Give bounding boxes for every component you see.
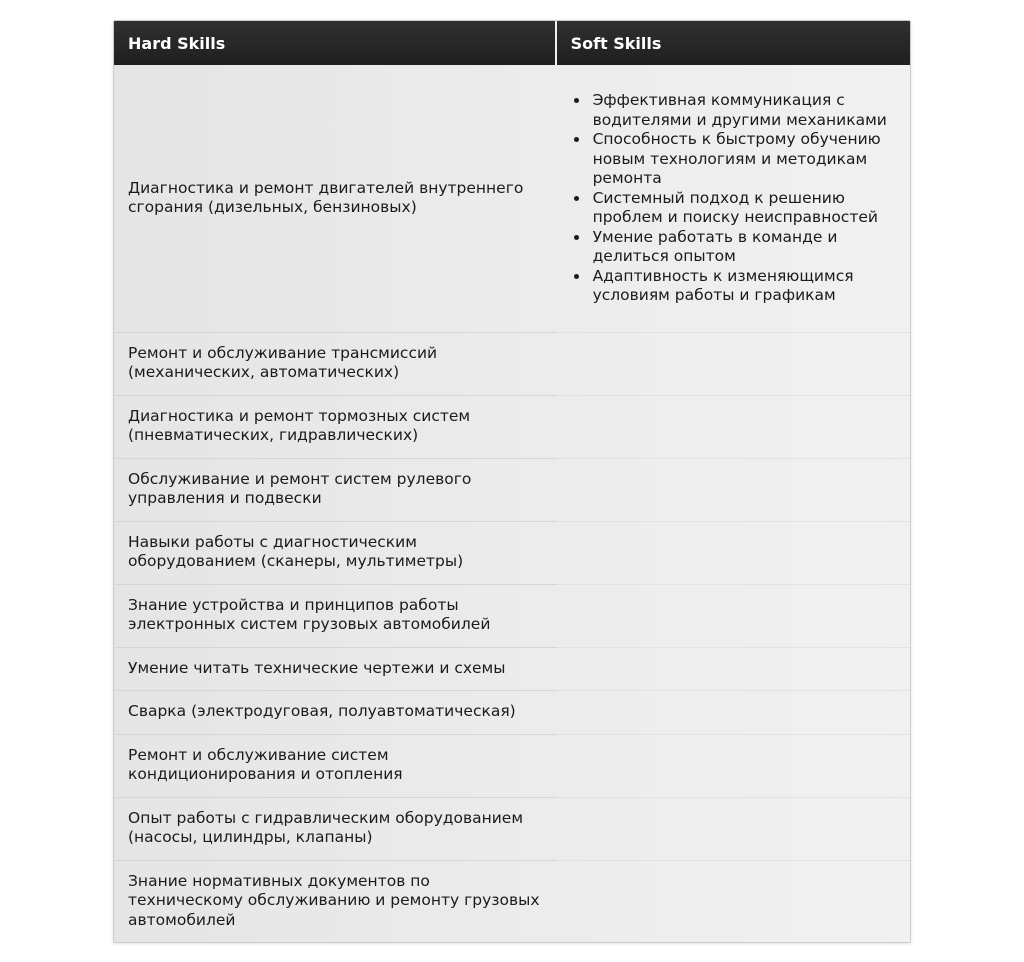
soft-skill-item: • Системный подход к решению проблем и поиску неисправностей bbox=[590, 189, 896, 228]
skills-table bbox=[114, 21, 910, 942]
soft-skill-cell bbox=[557, 860, 910, 943]
hard-skill-cell: Диагностика и ремонт тормозных систем (пневматических, гидравлических) bbox=[114, 395, 557, 458]
soft-skill-cell bbox=[557, 797, 910, 860]
soft-skill-cell bbox=[557, 395, 910, 458]
table-row bbox=[114, 332, 910, 395]
table-row bbox=[114, 458, 910, 521]
skills-table-container bbox=[113, 20, 911, 943]
skills-table-header bbox=[114, 21, 910, 65]
hard-skill-cell: Ремонт и обслуживание трансмиссий (механических, автоматических) bbox=[114, 332, 557, 395]
column-header-hard-skills: Hard Skills bbox=[114, 21, 557, 65]
table-row bbox=[114, 647, 910, 691]
hard-skill-cell: Навыки работы с диагностическим оборудованием (сканеры, мультиметры) bbox=[114, 521, 557, 584]
column-header-soft-skills: Soft Skills bbox=[557, 21, 910, 65]
table-row bbox=[114, 690, 910, 734]
soft-skill-item: • Умение работать в команде и делиться опытом bbox=[590, 228, 896, 267]
hard-skill-cell: Обслуживание и ремонт систем рулевого управления и подвески bbox=[114, 458, 557, 521]
hard-skill-cell: Умение читать технические чертежи и схемы bbox=[114, 647, 557, 691]
soft-skill-item: • Способность к быстрому обучению новым технологиям и методикам ремонта bbox=[590, 130, 896, 189]
soft-skill-cell bbox=[557, 458, 910, 521]
soft-skill-cell bbox=[557, 690, 910, 734]
soft-skill-cell bbox=[557, 647, 910, 691]
soft-skill-cell bbox=[557, 584, 910, 647]
hard-skill-cell: Опыт работы с гидравлическим оборудованием (насосы, цилиндры, клапаны) bbox=[114, 797, 557, 860]
table-row bbox=[114, 734, 910, 797]
table-row bbox=[114, 65, 910, 332]
header-row bbox=[114, 21, 910, 65]
hard-skill-cell: Знание нормативных документов по техническому обслуживанию и ремонту грузовых автомобилей bbox=[114, 860, 557, 943]
soft-skill-cell bbox=[557, 65, 910, 332]
hard-skill-cell: Диагностика и ремонт двигателей внутреннего сгорания (дизельных, бензиновых) bbox=[128, 178, 524, 217]
table-row bbox=[114, 797, 910, 860]
hard-skill-cell: Сварка (электродуговая, полуавтоматическая) bbox=[114, 690, 557, 734]
hard-skill-cell: Ремонт и обслуживание систем кондиционирования и отопления bbox=[114, 734, 557, 797]
soft-skill-item: • Эффективная коммуникация с водителями и другими механиками bbox=[590, 91, 896, 130]
table-body bbox=[114, 65, 910, 942]
hard-skill-cell: Знание устройства и принципов работы электронных систем грузовых автомобилей bbox=[114, 584, 557, 647]
soft-skill-cell bbox=[557, 521, 910, 584]
table-row bbox=[114, 521, 910, 584]
table-row bbox=[114, 395, 910, 458]
soft-skills-list bbox=[571, 91, 896, 306]
soft-skill-cell bbox=[557, 734, 910, 797]
table-row bbox=[114, 584, 910, 647]
table-row bbox=[114, 860, 910, 943]
soft-skill-item: • Адаптивность к изменяющимся условиям работы и графикам bbox=[590, 267, 896, 306]
soft-skill-cell bbox=[557, 332, 910, 395]
